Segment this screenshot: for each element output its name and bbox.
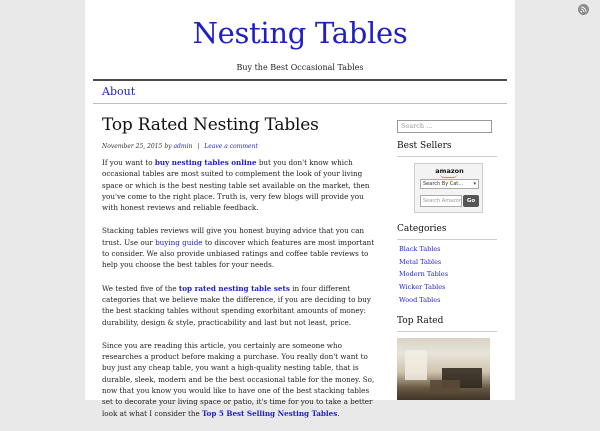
search-input[interactable]: Search ... [397,120,492,133]
buying-guide-link[interactable]: buying guide [155,237,203,247]
meta-separator: | [197,143,200,150]
site-title[interactable]: Nesting Tables [192,16,408,50]
leave-comment-link[interactable]: Leave a comment [204,143,258,150]
amazon-search-widget [414,163,483,213]
top-rated-title: Top Rated [397,316,444,326]
top-rated-product-image[interactable] [397,338,490,400]
widget-divider [397,156,497,157]
amazon-select-value: Search By Cat... [423,181,464,187]
paragraph [102,340,380,419]
top-rated-sets-link[interactable]: top rated nesting table sets [178,283,290,293]
category-metal-tables[interactable]: Metal Tables [399,257,442,266]
amazon-category-select[interactable] [420,179,479,189]
post-content [102,157,380,431]
post-by: by [164,143,172,150]
category-wicker-tables[interactable]: Wicker Tables [399,283,446,292]
amazon-go-button[interactable]: Go [463,195,479,207]
category-black-tables[interactable]: Black Tables [399,245,441,253]
categories-list [399,243,448,307]
category-wood-tables[interactable]: Wood Tables [399,295,441,304]
amazon-logo[interactable]: amazon [435,167,464,175]
widget-divider [397,239,497,240]
paragraph-text: We tested five of the [102,283,179,293]
paragraph-text: to discover which features are most important to consider. We also provide unbiased ratings and coffee table reviews to help you choose the best tables for your needs. [102,237,375,270]
post-title[interactable]: Top Rated Nesting Tables [102,115,319,135]
page-container [85,0,515,418]
table-shape [430,380,460,394]
amazon-search-input[interactable]: Search Amazon [420,195,462,207]
post-meta [102,143,258,150]
paragraph-text: but you don't know which occasional tables are most suited to complement the look of your living space or which is the best nesting table set available on the market, then you've come to the right place. Truth is, very few blogs will provide you with honest reviews and reliable feedback. [102,158,370,213]
buy-nesting-tables-link[interactable]: buy nesting tables online [154,158,257,167]
category-modern-tables[interactable]: Modern Tables [399,270,449,279]
paragraph [102,225,380,270]
categories-title: Categories [397,224,447,234]
rss-icon[interactable] [578,4,589,15]
paragraph [102,157,380,213]
paragraph-text: Stacking tables reviews will give you honest buying advice that you can trust. Use our [102,226,364,247]
widget-divider [397,331,497,332]
paragraph-text: in four different categories that we believe make the difference, if you are deciding to buy the best stacking tables without spending exorbitant amounts of money: durability, design & style, practicability and last but not least, price. [102,283,371,327]
paragraph-text: . [337,408,340,418]
lamp-shape [405,350,427,380]
paragraph [102,283,380,328]
nav-bottom-divider [93,103,507,104]
best-sellers-title: Best Sellers [397,141,452,151]
post-author-link[interactable]: admin [173,143,193,150]
paragraph-text: Since you are reading this article, you certainly are someone who researches a product before making a purchase. You really don't want to buy just any cheap table, you want a high-quality nesting table, that is durable, sleek, modern and be the best occasional table for the money. So, now that you know you would like to have one of the best stacking tables set to decorate your living space or patio, it's time for you to take a better look at what I consider the [102,340,375,418]
chevron-down-icon: ▾ [473,181,476,187]
paragraph-text: If you want to [102,158,155,167]
amazon-smile-icon [440,174,457,178]
post-date[interactable]: November 25, 2015 [102,143,163,150]
nav-top-divider [93,79,507,81]
site-description: Buy the Best Occasional Tables [236,63,364,72]
nav-item-about[interactable]: About [102,85,136,98]
top-5-best-selling-link[interactable]: Top 5 Best Selling Nesting Tables [202,408,338,418]
